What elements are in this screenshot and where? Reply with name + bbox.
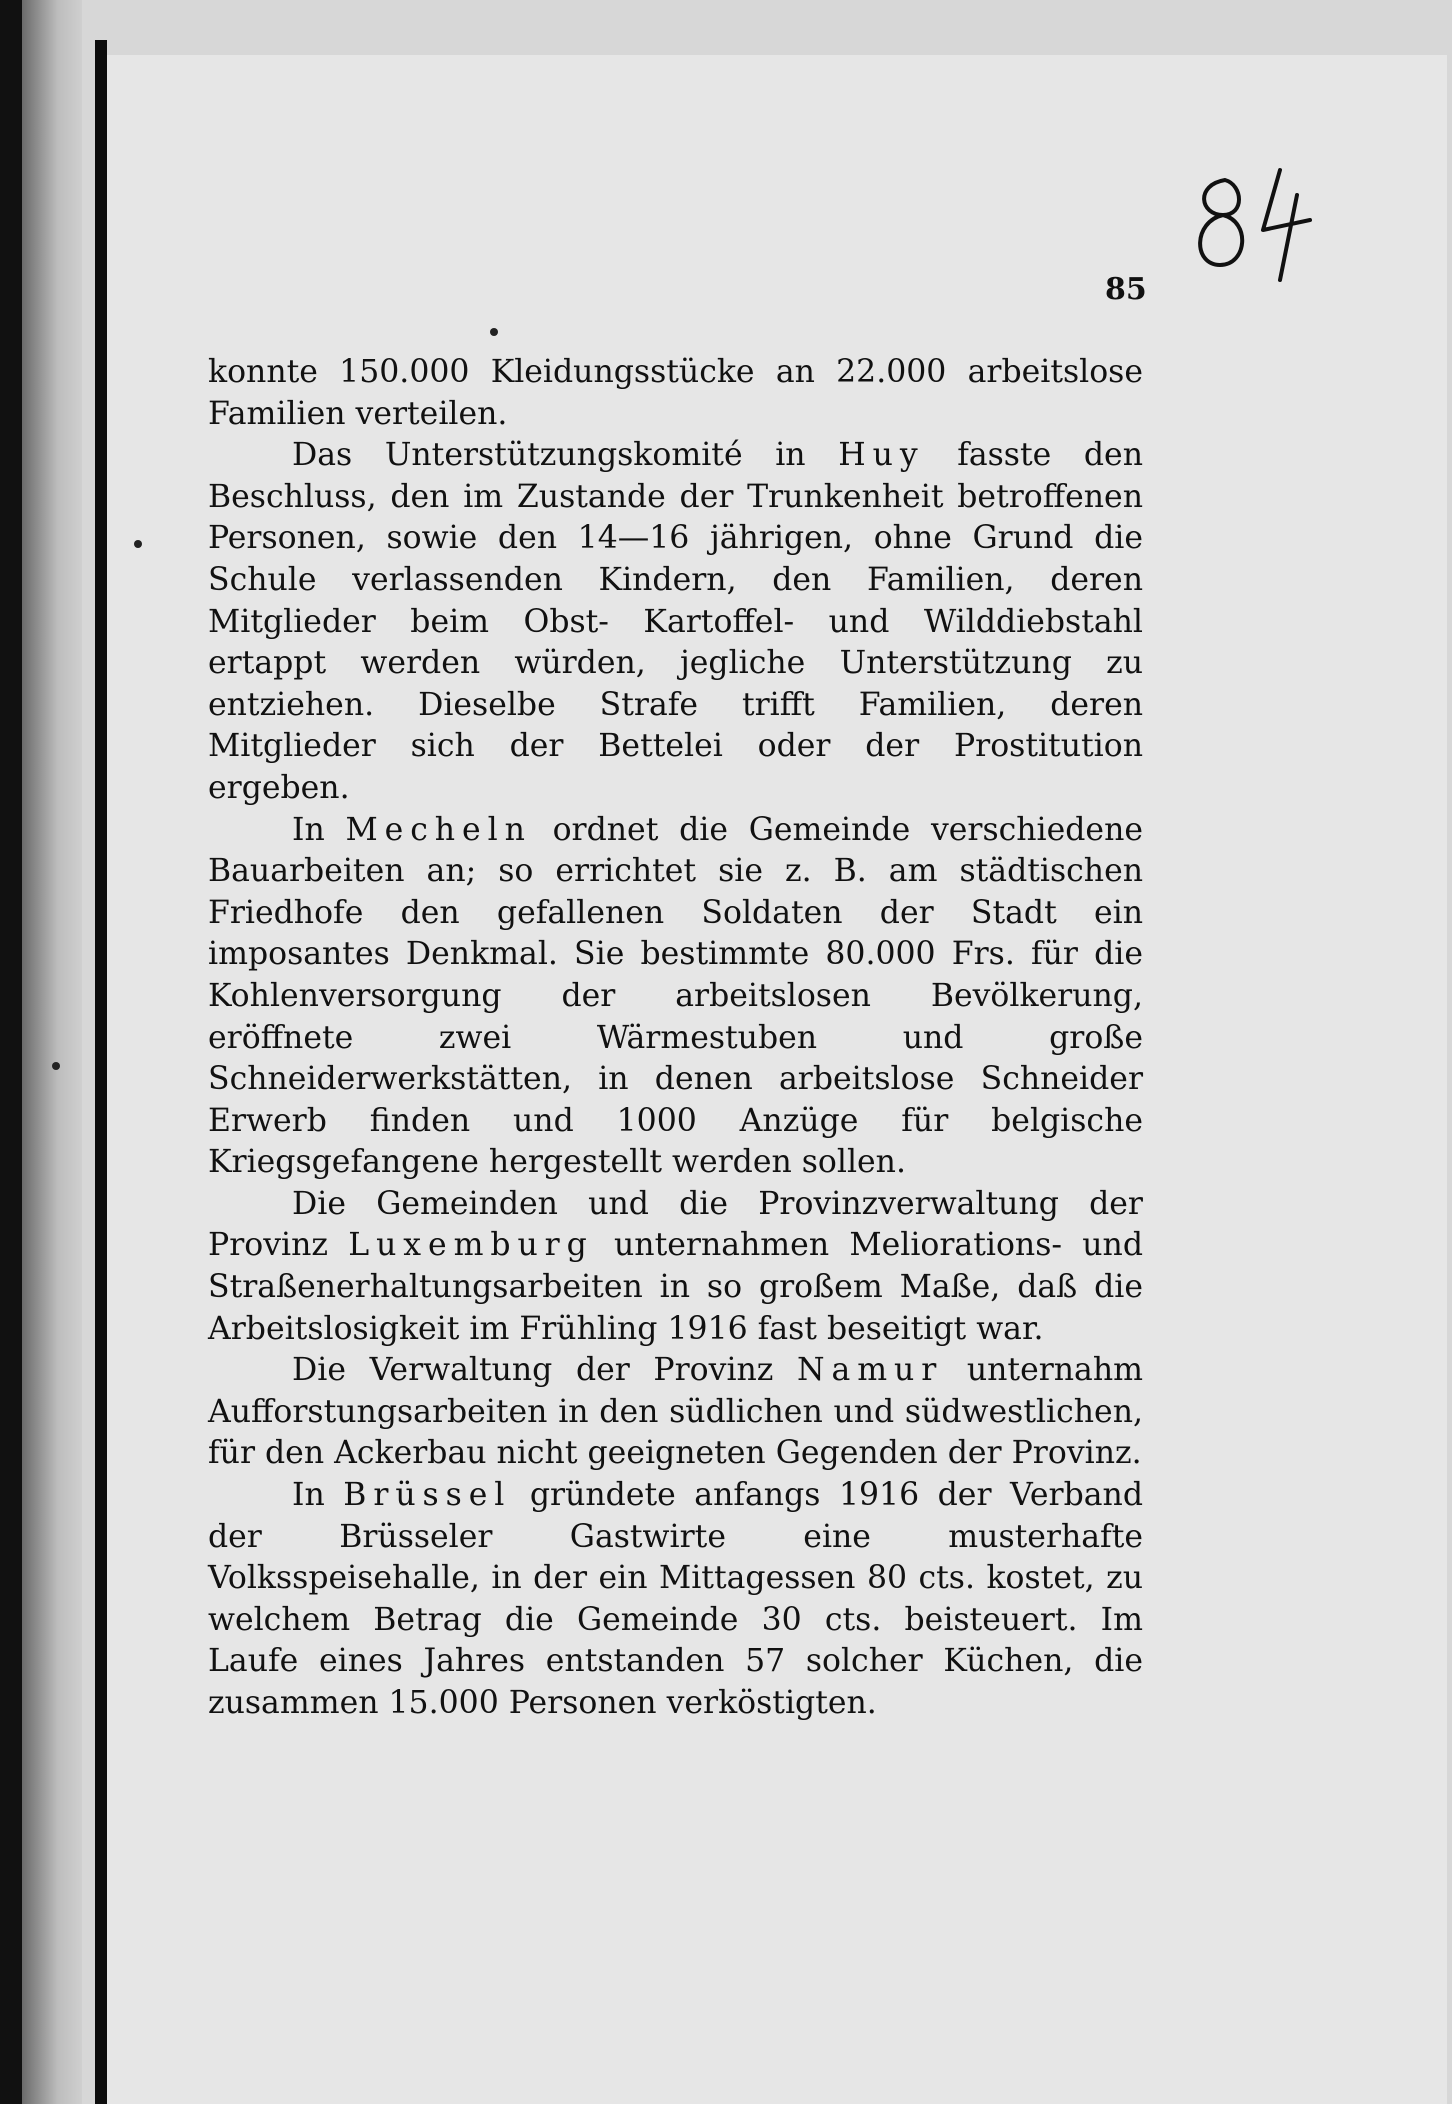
- place-name: Brüssel: [343, 1477, 512, 1514]
- text-run: In: [292, 811, 346, 848]
- ink-speck: [52, 1062, 60, 1070]
- ink-speck: [134, 540, 142, 548]
- paragraph: [208, 1475, 1143, 1725]
- page-number: 85: [1105, 272, 1147, 307]
- text-run: gründete anfangs 1916 der Verband der Brüsseler Gastwirte eine musterhafte Volksspeisehalle, in der ein Mittagessen 80 cts. kostet, zu welchem Betrag die Gemeinde 30 cts. beisteuert. Im Laufe eines Jahres entstanden 57 solcher Küchen, die zusammen 15.000 Personen verköstigten.: [208, 1477, 1143, 1721]
- text-run: In: [292, 1477, 344, 1514]
- place-name: Luxemburg: [348, 1227, 594, 1264]
- text-run: unternahmen Meliorations- und Straßenerhaltungsarbeiten in so großem Maße, daß die Arbeitslosigkeit im Frühling 1916 fast beseitigt war.: [208, 1227, 1143, 1347]
- binding-strip: [0, 0, 22, 2104]
- place-name: Mecheln: [345, 811, 532, 848]
- paragraph: [208, 1350, 1143, 1475]
- ink-speck: [490, 328, 498, 336]
- page-spine: [95, 40, 107, 2104]
- handwritten-page-number: [1185, 160, 1325, 290]
- binding-shadow: [22, 0, 82, 2104]
- text-run: Das Unterstützungskomité in: [292, 437, 839, 474]
- body-text: [208, 352, 1143, 1725]
- text-run: ordnet die Gemeinde verschiedene Bauarbeiten an; so errichtet sie z. B. am städtischen Friedhofe den gefallenen Soldaten der Stadt ein imposantes Denkmal. Sie bestimmte 80.000 Frs. für die Kohlenversorgung der arbeitslosen Bevölkerung, eröffnete zwei Wärmestuben und große Schneiderwerkstätten, in denen arbeitslose Schneider Erwerb finden und 1000 Anzüge für belgische Kriegsgefangene hergestellt werden sollen.: [208, 811, 1143, 1181]
- paragraph: [208, 810, 1143, 1184]
- text-run: fasste den Beschluss, den im Zustande der Trunkenheit betroffenen Personen, sowie den 14—16 jährigen, ohne Grund die Schule verlassenden Kindern, den Familien, deren Mitglieder beim Obst- Kartoffel- und Wilddiebstahl ertappt werden würden, jegliche Unterstützung zu entziehen. Dieselbe Strafe trifft Familien, deren Mitglieder sich der Bettelei oder der Prostitution ergeben.: [208, 437, 1143, 806]
- place-name: Namur: [797, 1352, 944, 1389]
- paragraph: [208, 435, 1143, 809]
- text-run: Die Verwaltung der Provinz: [292, 1352, 798, 1389]
- text-run: konnte 150.000 Kleidungsstücke an 22.000 arbeitslose Familien verteilen.: [208, 354, 1143, 432]
- paragraph: [208, 1184, 1143, 1350]
- place-name: Huy: [838, 437, 925, 474]
- text-run: unternahm Aufforstungsarbeiten in den südlichen und südwestlichen, für den Ackerbau nicht geeigneten Gegenden der Provinz.: [208, 1352, 1143, 1472]
- text-run: Die Gemeinden und die Provinzverwaltung der Provinz: [208, 1185, 1143, 1264]
- paragraph: [208, 352, 1143, 435]
